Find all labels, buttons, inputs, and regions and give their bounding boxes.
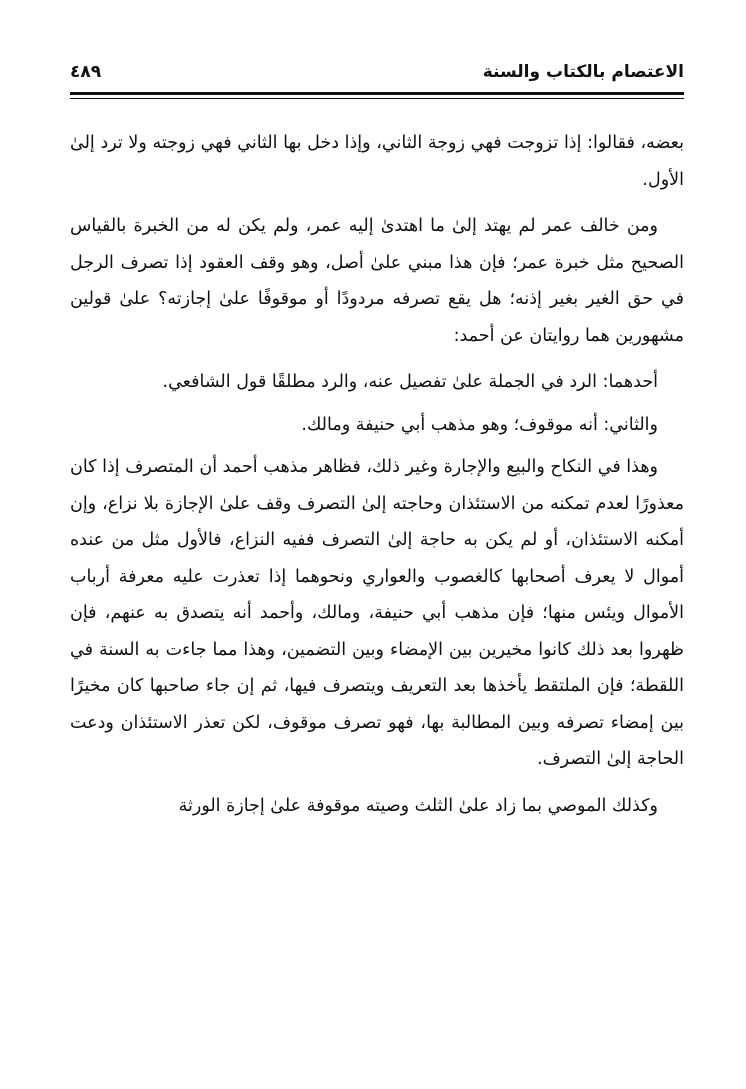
paragraph-5: وهذا في النكاح والبيع والإجارة وغير ذلك، فظاهر مذهب أحمد أن المتصرف إذا كان معذورًا لعدم تمكنه من الاستئذان وحاجته إلىٰ التصرف وقف علىٰ الإجازة بلا نزاع، وإن أمكنه الاستئذان، أو لم يكن به حاجة إلىٰ التصرف ففيه النزاع، فالأول مثل من عنده أموال لا يعرف أصحابها كالغصوب والعواري ونحوهما إذا تعذرت عليه معرفة أرباب الأموال ويئس منها؛ فإن مذهب أبي حنيفة، ومالك، وأحمد أنه يتصدق به عنهم، فإن ظهروا بعد ذلك كانوا مخيرين بين الإمضاء وبين التضمين، وهذا مما جاءت به السنة في اللقطة؛ فإن الملتقط يأخذها بعد التعريف ويتصرف فيها، ثم إن جاء صاحبها كان مخيرًا بين إمضاء تصرفه وبين المطالبة بها، فهو تصرف موقوف، لكن تعذر الاستئذان ودعت الحاجة إلىٰ التصرف. (70, 457, 684, 769)
paragraph-2: ومن خالف عمر لم يهتد إلىٰ ما اهتدىٰ إليه عمر، ولم يكن له من الخبرة بالقياس الصحيح مثل خبرة عمر؛ فإن هذا مبني علىٰ أصل، وهو وقف العقود إذا تصرف الرجل في حق الغير بغير إذنه؛ هل يقع تصرفه مردودًا أو موقوفًا علىٰ إجازته؟ علىٰ قولين مشهورين هما روايتان عن أحمد: (70, 216, 684, 346)
running-title: الاعتصام بالكتاب والسنة (482, 62, 684, 82)
body-text (70, 125, 684, 824)
header-rule-thick (70, 92, 684, 95)
page-header (70, 58, 684, 86)
page-number: ٤٨٩ (70, 62, 102, 82)
paragraph-4: والثاني: أنه موقوف؛ وهو مذهب أبي حنيفة ومالك. (301, 414, 658, 435)
paragraph-6: وكذلك الموصي بما زاد علىٰ الثلث وصيته موقوفة علىٰ إجازة الورثة (178, 795, 658, 816)
paragraph-1: بعضه، فقالوا: إذا تزوجت فهي زوجة الثاني، وإذا دخل بها الثاني فهي زوجته ولا ترد إلىٰ الأول. (70, 133, 684, 190)
header-rule-thin (70, 98, 684, 99)
book-page (70, 58, 684, 1068)
paragraph-3: أحدهما: الرد في الجملة علىٰ تفصيل عنه، والرد مطلقًا قول الشافعي. (162, 372, 658, 392)
